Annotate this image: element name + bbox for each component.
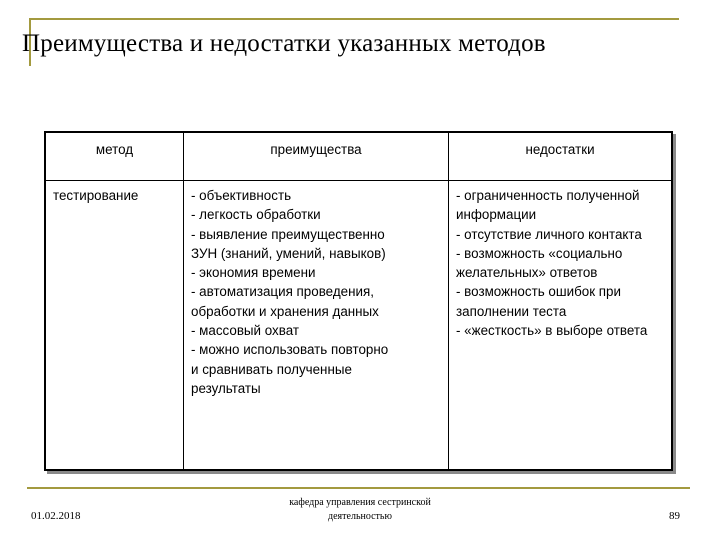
advantage-line: - экономия времени (191, 265, 316, 281)
advantage-line: - можно использовать повторно (191, 342, 389, 358)
header-disadvantages: недостатки (449, 133, 672, 181)
frame-top-line (29, 18, 679, 20)
table-row (46, 181, 672, 470)
advantage-line: обработки и хранения данных (191, 303, 379, 319)
advantage-line: результаты (191, 380, 261, 396)
method-cell (46, 181, 184, 470)
header-method: метод (46, 133, 184, 181)
slide-title: Преимущества и недостатки указанных методов (22, 30, 546, 57)
disadvantage-line: - отсутствие личного контакта (456, 226, 642, 242)
footer-department-line: кафедра управления сестринской (289, 497, 431, 508)
disadvantage-line: - возможность «социально (456, 245, 623, 261)
methods-table-container (44, 131, 673, 471)
disadvantages-cell (449, 181, 672, 470)
advantage-line: - объективность (191, 188, 292, 203)
disadvantage-line: желательных» ответов (456, 265, 598, 281)
disadvantage-line: информации (456, 207, 537, 223)
header-advantages: преимущества (184, 133, 449, 181)
frame-bottom-line (27, 487, 690, 489)
advantage-line: - автоматизация проведения, (191, 284, 374, 300)
disadvantage-line: - ограниченность полученной (456, 188, 640, 203)
advantage-line: - легкость обработки (191, 207, 321, 223)
footer-date: 01.02.2018 (31, 510, 81, 522)
method-name: тестирование (53, 188, 139, 203)
footer-page-number: 89 (669, 510, 680, 522)
advantage-line: - выявление преимущественно (191, 226, 385, 242)
advantages-cell (184, 181, 449, 470)
advantage-line: ЗУН (знаний, умений, навыков) (191, 245, 386, 261)
footer-department (250, 496, 470, 524)
advantage-line: - массовый охват (191, 323, 300, 339)
disadvantage-line: заполнении теста (456, 303, 567, 319)
disadvantage-line: - возможность ошибок при (456, 284, 621, 300)
disadvantage-line: - «жесткость» в выборе ответа (456, 323, 648, 339)
methods-table (45, 132, 672, 470)
footer-department-line: деятельностью (328, 511, 392, 522)
table-header-row (46, 133, 672, 181)
advantage-line: и сравнивать полученные (191, 361, 352, 377)
